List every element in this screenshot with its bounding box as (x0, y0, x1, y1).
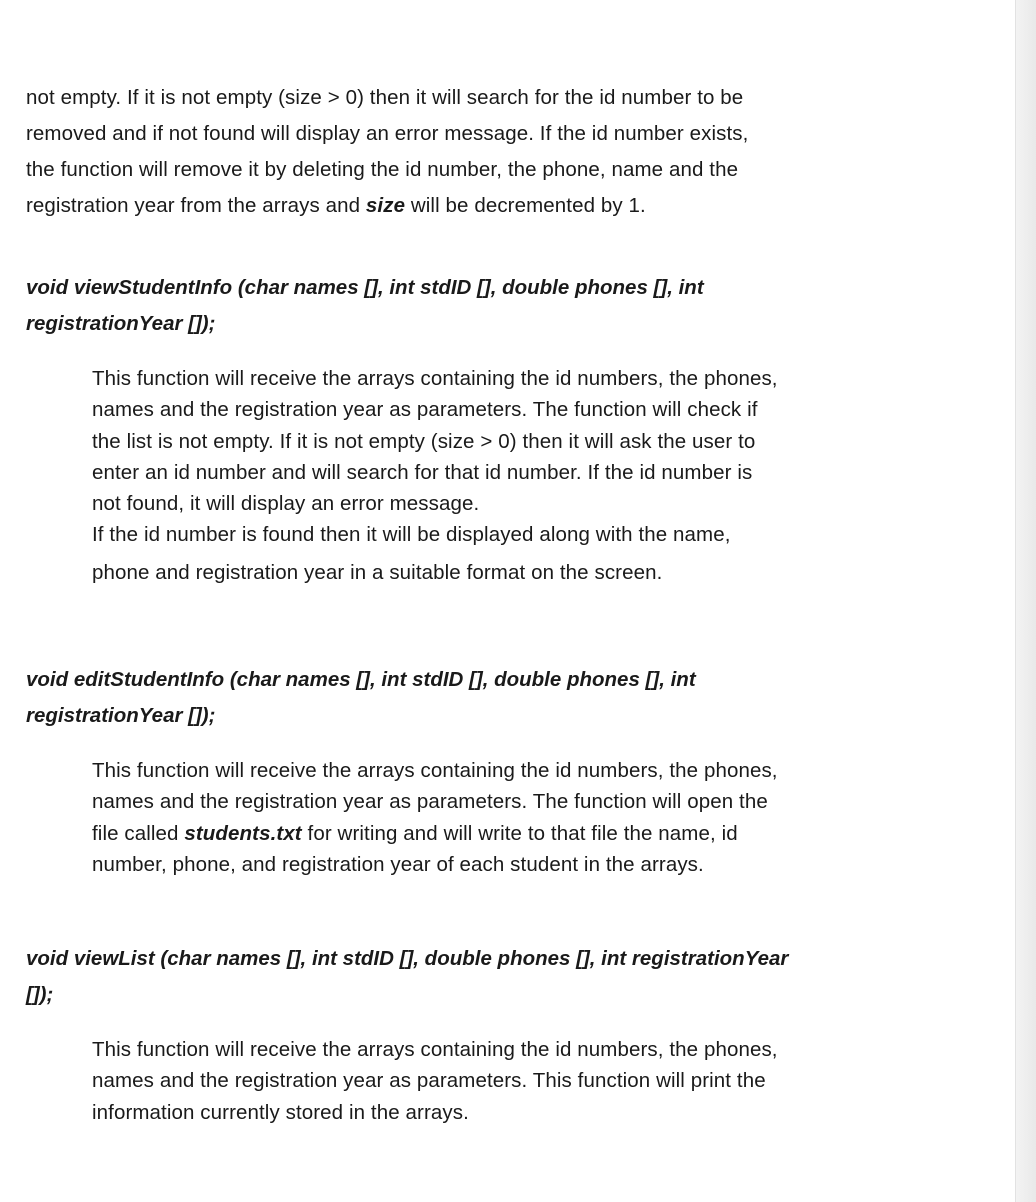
description-text: for writing and will write to that file the name, id (301, 821, 738, 845)
edit-student-info-signature (26, 662, 696, 734)
signature-line: void viewStudentInfo (char names [], int stdID [], double phones [], int (26, 276, 704, 299)
intro-line: not empty. If it is not empty (size > 0) then it will search for the id number to be (26, 86, 744, 109)
size-keyword: size (365, 194, 406, 217)
description-line: names and the registration year as parameters. The function will open the (92, 790, 768, 814)
signature-line: []); (26, 983, 54, 1006)
description-line: the list is not empty. If it is not empty (size > 0) then it will ask the user to (92, 429, 756, 453)
intro-text: registration year from the arrays and (26, 194, 366, 217)
intro-text: will be decremented by 1. (405, 194, 646, 217)
description-line: names and the registration year as parameters. This function will print the (92, 1069, 766, 1093)
description-line: names and the registration year as parameters. The function will check if (92, 398, 758, 422)
intro-line-last (26, 188, 748, 224)
intro-line: removed and if not found will display an error message. If the id number exists, (26, 122, 749, 145)
description-line (92, 818, 778, 849)
description-line: not found, it will display an error message. (92, 492, 480, 516)
view-list-signature (26, 941, 788, 1013)
signature-line: registrationYear []); (26, 312, 216, 335)
description-line: This function will receive the arrays containing the id numbers, the phones, (92, 1038, 778, 1061)
description-line: phone and registration year in a suitable format on the screen. (92, 560, 663, 584)
intro-paragraph (26, 80, 748, 224)
view-student-info-description (92, 363, 778, 588)
view-student-info-signature (26, 270, 704, 342)
page-right-margin (1015, 0, 1036, 1202)
filename-keyword: students.txt (184, 821, 302, 845)
edit-student-info-description (92, 755, 778, 880)
signature-line: registrationYear []); (26, 704, 216, 727)
signature-line: void editStudentInfo (char names [], int stdID [], double phones [], int (26, 668, 696, 691)
description-text: file called (92, 821, 185, 845)
description-line: This function will receive the arrays containing the id numbers, the phones, (92, 759, 778, 782)
description-line: number, phone, and registration year of each student in the arrays. (92, 852, 704, 876)
description-line: enter an id number and will search for that id number. If the id number is (92, 460, 753, 484)
description-line: information currently stored in the arrays. (92, 1100, 469, 1124)
description-line: If the id number is found then it will be displayed along with the name, (92, 523, 731, 547)
view-list-description (92, 1034, 778, 1128)
description-line: This function will receive the arrays containing the id numbers, the phones, (92, 367, 778, 390)
signature-line: void viewList (char names [], int stdID [], double phones [], int registrationYear (26, 947, 789, 970)
intro-line: the function will remove it by deleting the id number, the phone, name and the (26, 158, 739, 181)
